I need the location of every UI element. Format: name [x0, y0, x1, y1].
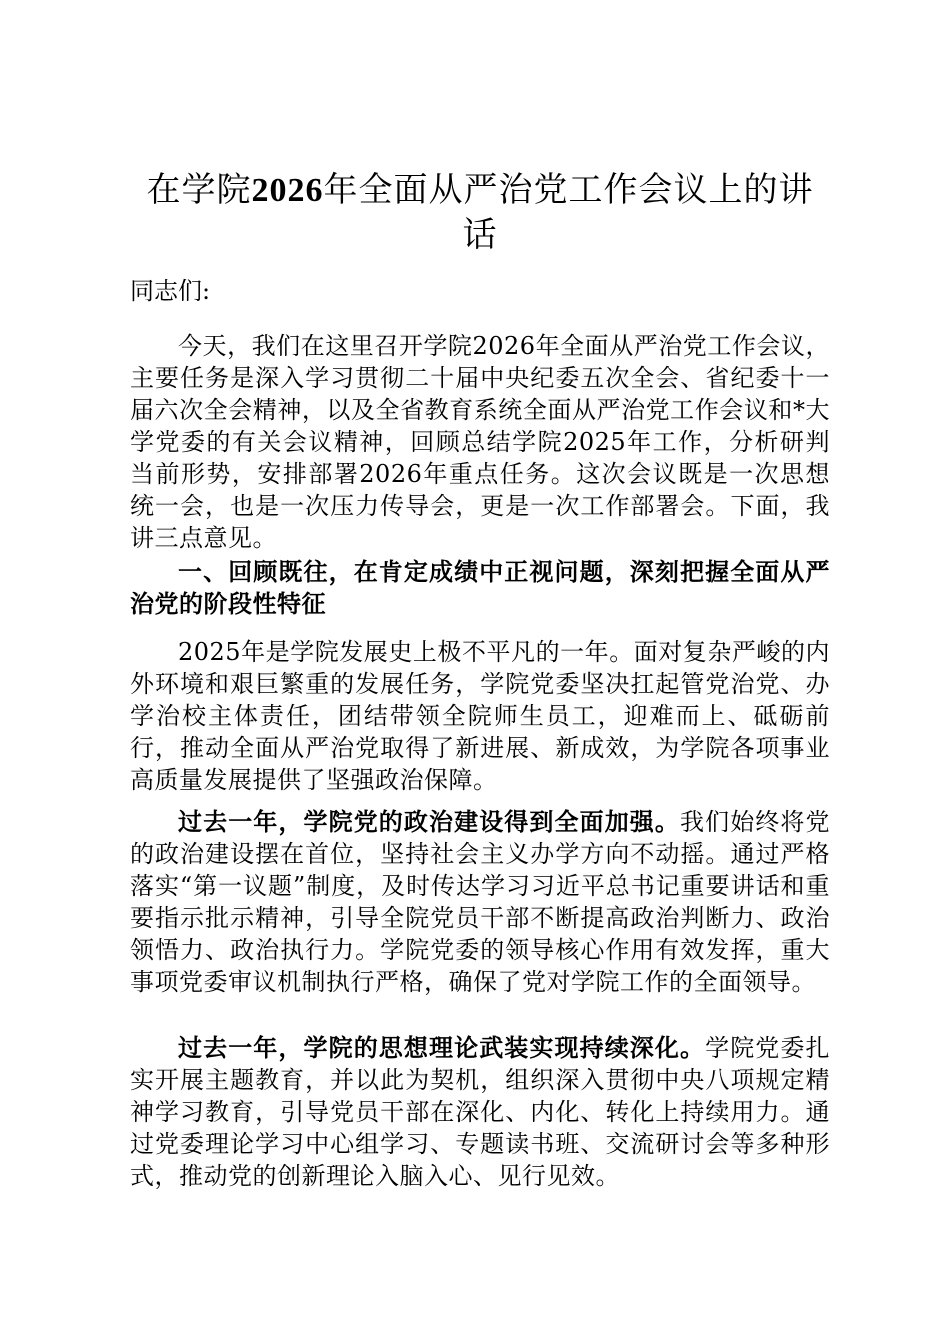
- point1-lead: 过去一年，学院党的政治建设得到全面加强。: [178, 807, 680, 836]
- salutation: 同志们:: [130, 277, 211, 305]
- section-heading-1: 一、回顾既往，在肯定成绩中正视问题，深刻把握全面从严治党的阶段性特征: [130, 557, 830, 618]
- title-prefix: 在学院: [146, 170, 252, 210]
- point1-body: 我们始终将党的政治建设摆在首位，坚持社会主义办学方向不动摇。通过严格落实“第一议题”制度，及时传达学习习近平总书记重要讲话和重要指示批示精神，引导全院党员干部不断提高政治判断力、政治领悟力、政治执行力。学院党委的领导核心作用有效发挥，重大事项党委审议机制执行严格，确保了党对学院工作的全面领导。: [130, 808, 830, 996]
- title-suffix: 年全面从严治党工作会议上的讲话: [323, 170, 814, 255]
- title-year: 2026: [251, 172, 324, 209]
- point2-lead: 过去一年，学院的思想理论武装实现持续深化。: [178, 1033, 706, 1062]
- point2-paragraph: [130, 1032, 830, 1192]
- section1-paragraph: 2025年是学院发展史上极不平凡的一年。面对复杂严峻的内外环境和艰巨繁重的发展任务，学院党委坚决扛起管党治党、办学治校主体责任，团结带领全院师生员工，迎难而上、砥砺前行，推动全面从严治党取得了新进展、新成效，为学院各项事业高质量发展提供了坚强政治保障。: [130, 638, 830, 794]
- intro-paragraph: 今天，我们在这里召开学院2026年全面从严治党工作会议，主要任务是深入学习贯彻二十届中央纪委五次全会、省纪委十一届六次全会精神，以及全省教育系统全面从严治党工作会议和*大学党委的有关会议精神，回顾总结学院2025年工作，分析研判当前形势，安排部署2026年重点任务。这次会议既是一次思想统一会，也是一次压力传导会，更是一次工作部署会。下面，我讲三点意见。: [130, 332, 830, 552]
- point1-paragraph: [130, 806, 830, 998]
- point2-body: 学院党委扎实开展主题教育，并以此为契机，组织深入贯彻中央八项规定精神学习教育，引导党员干部在深化、内化、转化上持续用力。通过党委理论学习中心组学习、专题读书班、交流研讨会等多种形式，推动党的创新理论入脑入心、见行见效。: [130, 1034, 831, 1190]
- document-title: [130, 168, 830, 257]
